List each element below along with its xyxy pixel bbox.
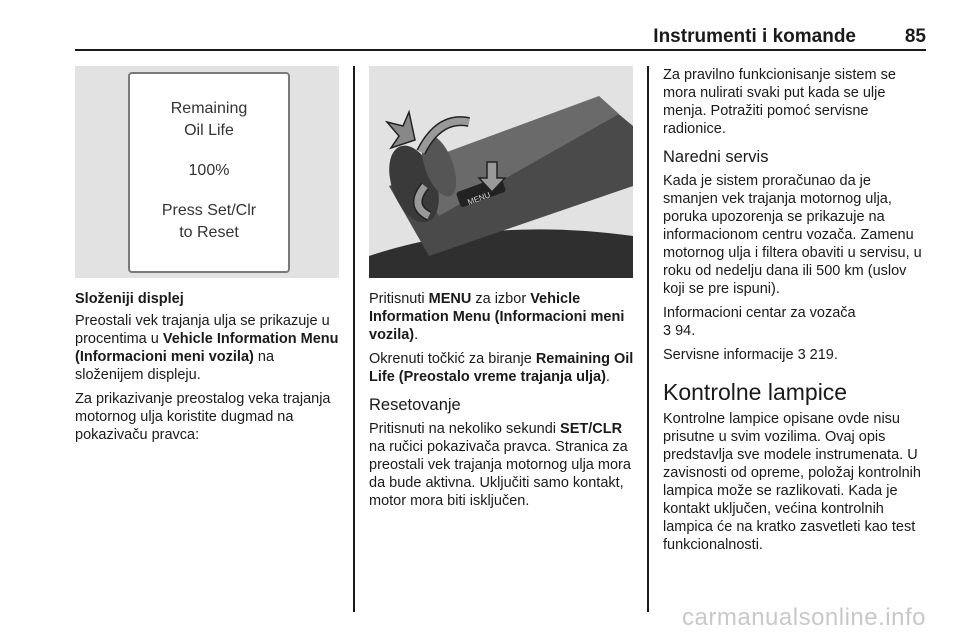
column-2 bbox=[369, 290, 637, 516]
subheading-complex-display: Složeniji displej bbox=[75, 291, 184, 307]
text: Okrenuti točkić za biranje bbox=[369, 351, 536, 367]
text: . bbox=[414, 327, 419, 343]
push-arrow-icon bbox=[387, 112, 415, 148]
column-divider-1 bbox=[353, 66, 355, 612]
menu-button-ref: MENU bbox=[428, 291, 472, 307]
menu-reference: Vehicle Information Menu (Informacioni meni vozila) bbox=[369, 291, 625, 343]
display-screen bbox=[128, 72, 290, 273]
page-number: 85 bbox=[904, 26, 926, 47]
paragraph-press-menu bbox=[369, 290, 637, 344]
turn-signal-lever-figure bbox=[369, 66, 633, 278]
text: Preostali vek trajanja ulja se prikazuje u procentima u bbox=[75, 313, 330, 347]
lever-illustration bbox=[369, 66, 633, 278]
paragraph-service-warning: Kada je sistem proračunao da je smanjen vek trajanja motornog ulja, poruka upozorenja se prikazuje na informacionom centru vozača. Zamenu motornog ulja i filtera obaviti u servisu, u roku od nedelju dana ili 500 km (uslov koji se pre ispuni). bbox=[663, 173, 922, 297]
text: na ručici pokazivača pravca. Stranica za preostali vek trajanja motornog ulja mora da bude aktivna. Uključiti samo kontakt, motor mora biti isključen. bbox=[369, 439, 631, 509]
text: Informacioni centar za vozača bbox=[663, 305, 856, 321]
paragraph-driver-info-ref bbox=[663, 304, 928, 340]
header-title: Instrumenti i komande bbox=[653, 26, 856, 47]
text: na složenijem displeju. bbox=[75, 349, 275, 383]
heading-control-lamps: Kontrolne lampice bbox=[663, 379, 848, 405]
menu-reference: Remaining Oil Life (Preostalo vreme trajanja ulja) bbox=[369, 351, 634, 385]
oil-life-display-figure bbox=[75, 66, 339, 278]
paragraph-turn-wheel bbox=[369, 350, 637, 386]
heading-reset: Resetovanje bbox=[369, 396, 461, 414]
text: za izbor bbox=[471, 291, 531, 307]
lever-menu-label: MENU bbox=[466, 190, 492, 207]
page-header bbox=[75, 26, 926, 48]
display-line-press: Press Set/Clr bbox=[161, 202, 257, 219]
text: Pritisnuti bbox=[369, 291, 429, 307]
column-3 bbox=[663, 66, 928, 560]
heading-next-service: Naredni servis bbox=[663, 148, 769, 166]
text: . bbox=[605, 369, 610, 385]
header-rule bbox=[75, 49, 926, 51]
paragraph-control-lamps: Kontrolne lampice opisane ovde nisu prisutne u svim vozilima. Ovaj opis predstavlja sve modele instrumenata. U zavisnosti od opreme, položaj kontrolnih lampica može se razlikovati. Kada je kontakt uključen, većina kontrolnih lampica će na kratko zasvetleti kao test funkcionalnosti. bbox=[663, 411, 921, 553]
column-divider-2 bbox=[647, 66, 649, 612]
display-line-reset: to Reset bbox=[179, 224, 239, 241]
set-clr-ref: SET/CLR bbox=[560, 421, 623, 437]
paragraph-oil-life-percent bbox=[75, 312, 343, 384]
paragraph-service-info-ref: Servisne informacije 3 219. bbox=[663, 347, 838, 363]
display-line-remaining: Remaining bbox=[170, 100, 248, 117]
paragraph-reset-required: Za pravilno funkcionisanje sistem se mora nulirati svaki put kada se ulje menja. Potražiti pomoć servisne radionice. bbox=[663, 67, 896, 137]
paragraph-reset-steps bbox=[369, 420, 637, 510]
page-reference: 3 94. bbox=[663, 323, 696, 339]
menu-reference: Vehicle Information Menu (Informacioni meni vozila) bbox=[75, 331, 339, 365]
watermark: carmanualsonline.info bbox=[682, 604, 926, 631]
display-value: 100% bbox=[188, 162, 230, 179]
paragraph-buttons: Za prikazivanje preostalog veka trajanja motornog ulja koristite dugmad na pokazivaču pravca: bbox=[75, 391, 331, 443]
column-1 bbox=[75, 290, 343, 450]
text: Pritisnuti na nekoliko sekundi bbox=[369, 421, 561, 437]
display-line-oil-life: Oil Life bbox=[184, 122, 234, 139]
